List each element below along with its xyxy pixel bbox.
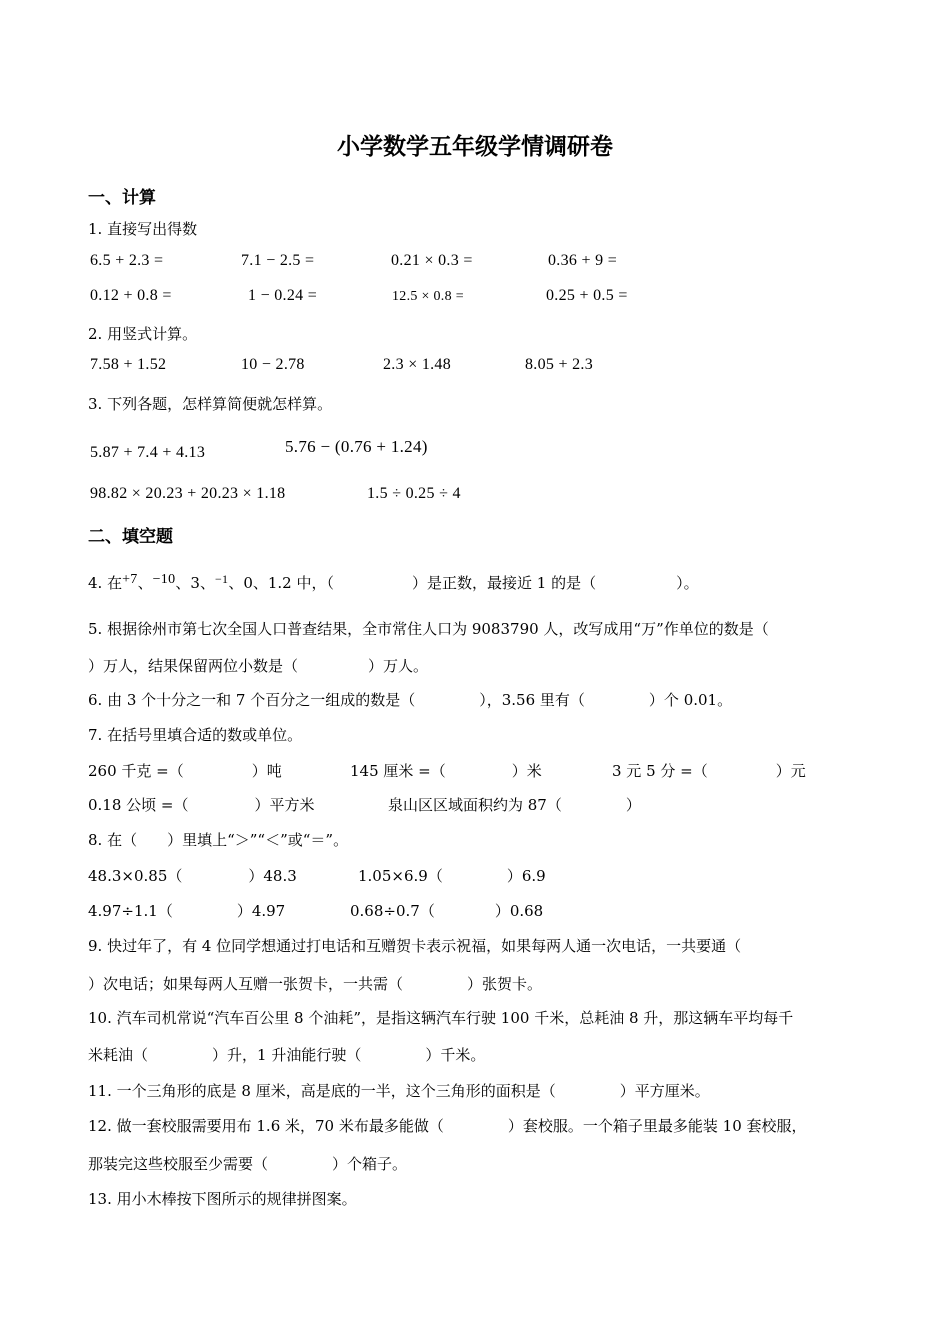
q3-expr: 1.5 ÷ 0.25 ÷ 4: [367, 485, 461, 502]
q7-text: 泉山区区域面积约为 87（: [388, 796, 562, 814]
q1-expr: 7.1 − 2.5 =: [241, 252, 315, 269]
q2-expr: 8.05 + 2.3: [525, 356, 594, 373]
q2-expr: 2.3 × 1.48: [383, 356, 452, 373]
q3-expr: 5.87 + 7.4 + 4.13: [90, 444, 206, 461]
section-heading-calc: 一、计算: [88, 188, 156, 208]
q3-expr: 98.82 × 20.23 + 20.23 × 1.18: [90, 485, 286, 502]
question-10-line2: [88, 1044, 485, 1065]
q12-text: ）个箱子。: [332, 1155, 408, 1173]
q8-item: [88, 865, 297, 886]
q4-text: ）是正数，最接近 1 的是（: [412, 574, 597, 592]
question-8-label: 8. 在（ ）里填上“＞”“＜”或“＝”。: [88, 831, 349, 849]
q4-number: −10: [152, 572, 176, 587]
question-3-label: 3. 下列各题，怎样算简便就怎样算。: [88, 395, 333, 413]
q8-text: 4.97÷1.1（: [88, 902, 173, 920]
question-12-line1: [88, 1115, 807, 1136]
q5-text: ）万人。: [368, 657, 429, 675]
q7-text: 0.18 公顷 =（: [88, 796, 189, 814]
q10-text: ）升，1 升油能行驶（: [212, 1046, 362, 1064]
q8-text: ）4.97: [236, 902, 286, 920]
question-11: [88, 1080, 710, 1101]
question-13-label: 13. 用小木棒按下图所示的规律拼图案。: [88, 1190, 357, 1208]
q11-text: ）平方厘米。: [619, 1082, 710, 1100]
q8-item: [358, 865, 546, 886]
question-7-label: 7. 在括号里填合适的数或单位。: [88, 726, 303, 744]
q8-text: 0.68÷0.7（: [350, 902, 435, 920]
q10-text: 米耗油（: [88, 1046, 149, 1064]
q7-item: [612, 760, 806, 781]
q7-text: ）吨: [251, 762, 282, 780]
q1-expr: 12.5 × 0.8 =: [392, 289, 464, 304]
q10-text: ）千米。: [425, 1046, 486, 1064]
q8-text: 48.3×0.85（: [88, 867, 183, 885]
q2-expr: 10 − 2.78: [241, 356, 305, 373]
q4-text: 、0、1.2 中，（: [228, 574, 334, 592]
q7-text: 145 厘米 =（: [350, 762, 446, 780]
q9-text: ）张贺卡。: [467, 975, 543, 993]
question-9-line1: 9. 快过年了，有 4 位同学想通过打电话和互赠贺卡表示祝福，如果每两人通一次电话，一共要通（: [88, 937, 742, 955]
q6-text: 6. 由 3 个十分之一和 7 个百分之一组成的数是（: [88, 691, 416, 709]
question-1-label: 1. 直接写出得数: [88, 220, 198, 238]
q7-text: 3 元 5 分 =（: [612, 762, 708, 780]
question-10-line1: 10. 汽车司机常说“汽车百公里 8 个油耗”，是指这辆汽车行驶 100 千米，总耗油 8 升，那这辆车平均每千: [88, 1009, 794, 1027]
q5-text: ）万人，结果保留两位小数是（: [88, 657, 299, 675]
q4-number: +7: [122, 572, 138, 587]
q8-item: [350, 900, 543, 921]
question-6: [88, 689, 732, 710]
q4-text: ）。: [676, 574, 699, 592]
q1-expr: 6.5 + 2.3 =: [90, 252, 164, 269]
q9-text: ）次电话；如果每两人互赠一张贺卡，一共需（: [88, 975, 404, 993]
q1-expr: 0.36 + 9 =: [548, 252, 618, 269]
q6-text: ），3.56 里有（: [479, 691, 585, 709]
q8-text: ）6.9: [506, 867, 546, 885]
q7-text: ）元: [775, 762, 806, 780]
q7-item: [88, 794, 315, 815]
q7-item: [88, 760, 282, 781]
q12-text: 12. 做一套校服需要用布 1.6 米，70 米布最多能做（: [88, 1117, 444, 1135]
question-4: [88, 572, 699, 593]
page-title: 小学数学五年级学情调研卷: [337, 134, 613, 160]
question-2-label: 2. 用竖式计算。: [88, 325, 198, 343]
q7-item: [350, 760, 542, 781]
q7-text: 260 千克 =（: [88, 762, 184, 780]
q12-text: 那装完这些校服至少需要（: [88, 1155, 269, 1173]
q8-text: ）48.3: [248, 867, 297, 885]
q4-text: 4. 在: [88, 574, 123, 592]
question-5-line2: [88, 655, 428, 676]
q4-number: −1: [214, 572, 229, 586]
q7-item: [388, 794, 641, 815]
q7-text: ）: [625, 796, 641, 814]
q8-text: 1.05×6.9（: [358, 867, 443, 885]
q2-expr: 7.58 + 1.52: [90, 356, 167, 373]
q8-item: [88, 900, 285, 921]
q12-text: ）套校服。一个箱子里最多能装 10 套校服，: [507, 1117, 807, 1135]
q4-text: 、: [137, 574, 153, 592]
question-12-line2: [88, 1153, 407, 1174]
q1-expr: 0.21 × 0.3 =: [391, 252, 473, 269]
q4-text: 、3、: [175, 574, 215, 592]
question-9-line2: [88, 973, 542, 994]
q1-expr: 1 − 0.24 =: [248, 287, 318, 304]
q7-text: ）米: [511, 762, 542, 780]
q11-text: 11. 一个三角形的底是 8 厘米，高是底的一半，这个三角形的面积是（: [88, 1082, 556, 1100]
q7-text: ）平方米: [254, 796, 315, 814]
q8-text: ）0.68: [494, 902, 544, 920]
q1-expr: 0.12 + 0.8 =: [90, 287, 172, 304]
section-heading-fill: 二、填空题: [88, 527, 173, 547]
question-5-line1: 5. 根据徐州市第七次全国人口普查结果，全市常住人口为 9083790 人，改写成用“万”作单位的数是（: [88, 620, 769, 638]
q1-expr: 0.25 + 0.5 =: [546, 287, 628, 304]
q3-expr: 5.76 − (0.76 + 1.24): [285, 437, 428, 456]
q6-text: ）个 0.01。: [648, 691, 733, 709]
